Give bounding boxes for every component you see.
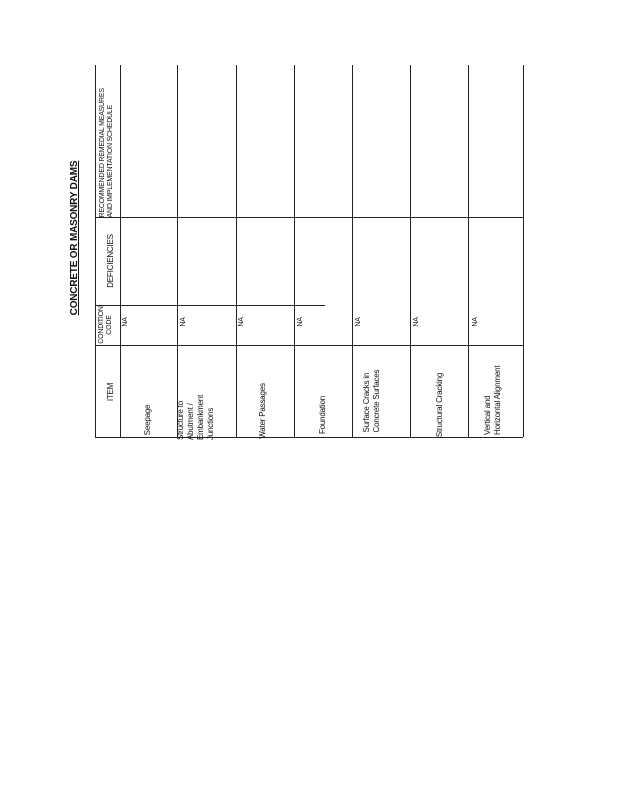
row-condition-code: NA: [355, 317, 362, 327]
row-separator: [352, 65, 353, 437]
table-left-border: [95, 65, 96, 437]
header-recommended: RECOMMENDED REMEDIAL MEASURES AND IMPLEMENTATION SCHEDULE: [99, 88, 114, 218]
table-bottom-border: [95, 437, 523, 438]
row-item-label: Structural Cracking: [435, 372, 444, 438]
row-item-label: Surface Cracks in Concrete Surfaces: [362, 369, 381, 433]
row-separator: [236, 65, 237, 437]
table-right-border: [523, 65, 524, 437]
row-condition-code: NA: [413, 317, 420, 327]
header-deficiencies: DEFICIENCIES: [106, 234, 115, 288]
column-separator-item: [95, 345, 523, 346]
row-separator: [410, 65, 411, 437]
column-separator-code: [95, 305, 325, 306]
row-item-label: Seepage: [143, 404, 152, 436]
row-condition-code: NA: [180, 317, 187, 327]
row-item-label: Vertical and Horizontal Alignment: [483, 365, 502, 435]
column-separator-deficiencies: [95, 217, 523, 218]
row-separator: [294, 65, 295, 437]
header-item: ITEM: [106, 382, 115, 402]
row-condition-code: NA: [472, 317, 479, 327]
header-condition-code: CONDITION CODE: [98, 306, 113, 344]
row-condition-code: NA: [122, 317, 129, 327]
page-title: CONCRETE OR MASONRY DAMS: [69, 160, 80, 316]
row-item-label: Foundation: [318, 395, 327, 435]
row-condition-code: NA: [297, 317, 304, 327]
row-separator: [468, 65, 469, 437]
row-item-label: Water Passages: [258, 383, 267, 439]
row-condition-code: NA: [238, 317, 245, 327]
header-separator: [120, 65, 121, 437]
row-item-label: Structure to Abutment / Embankment Junctions: [176, 394, 215, 440]
